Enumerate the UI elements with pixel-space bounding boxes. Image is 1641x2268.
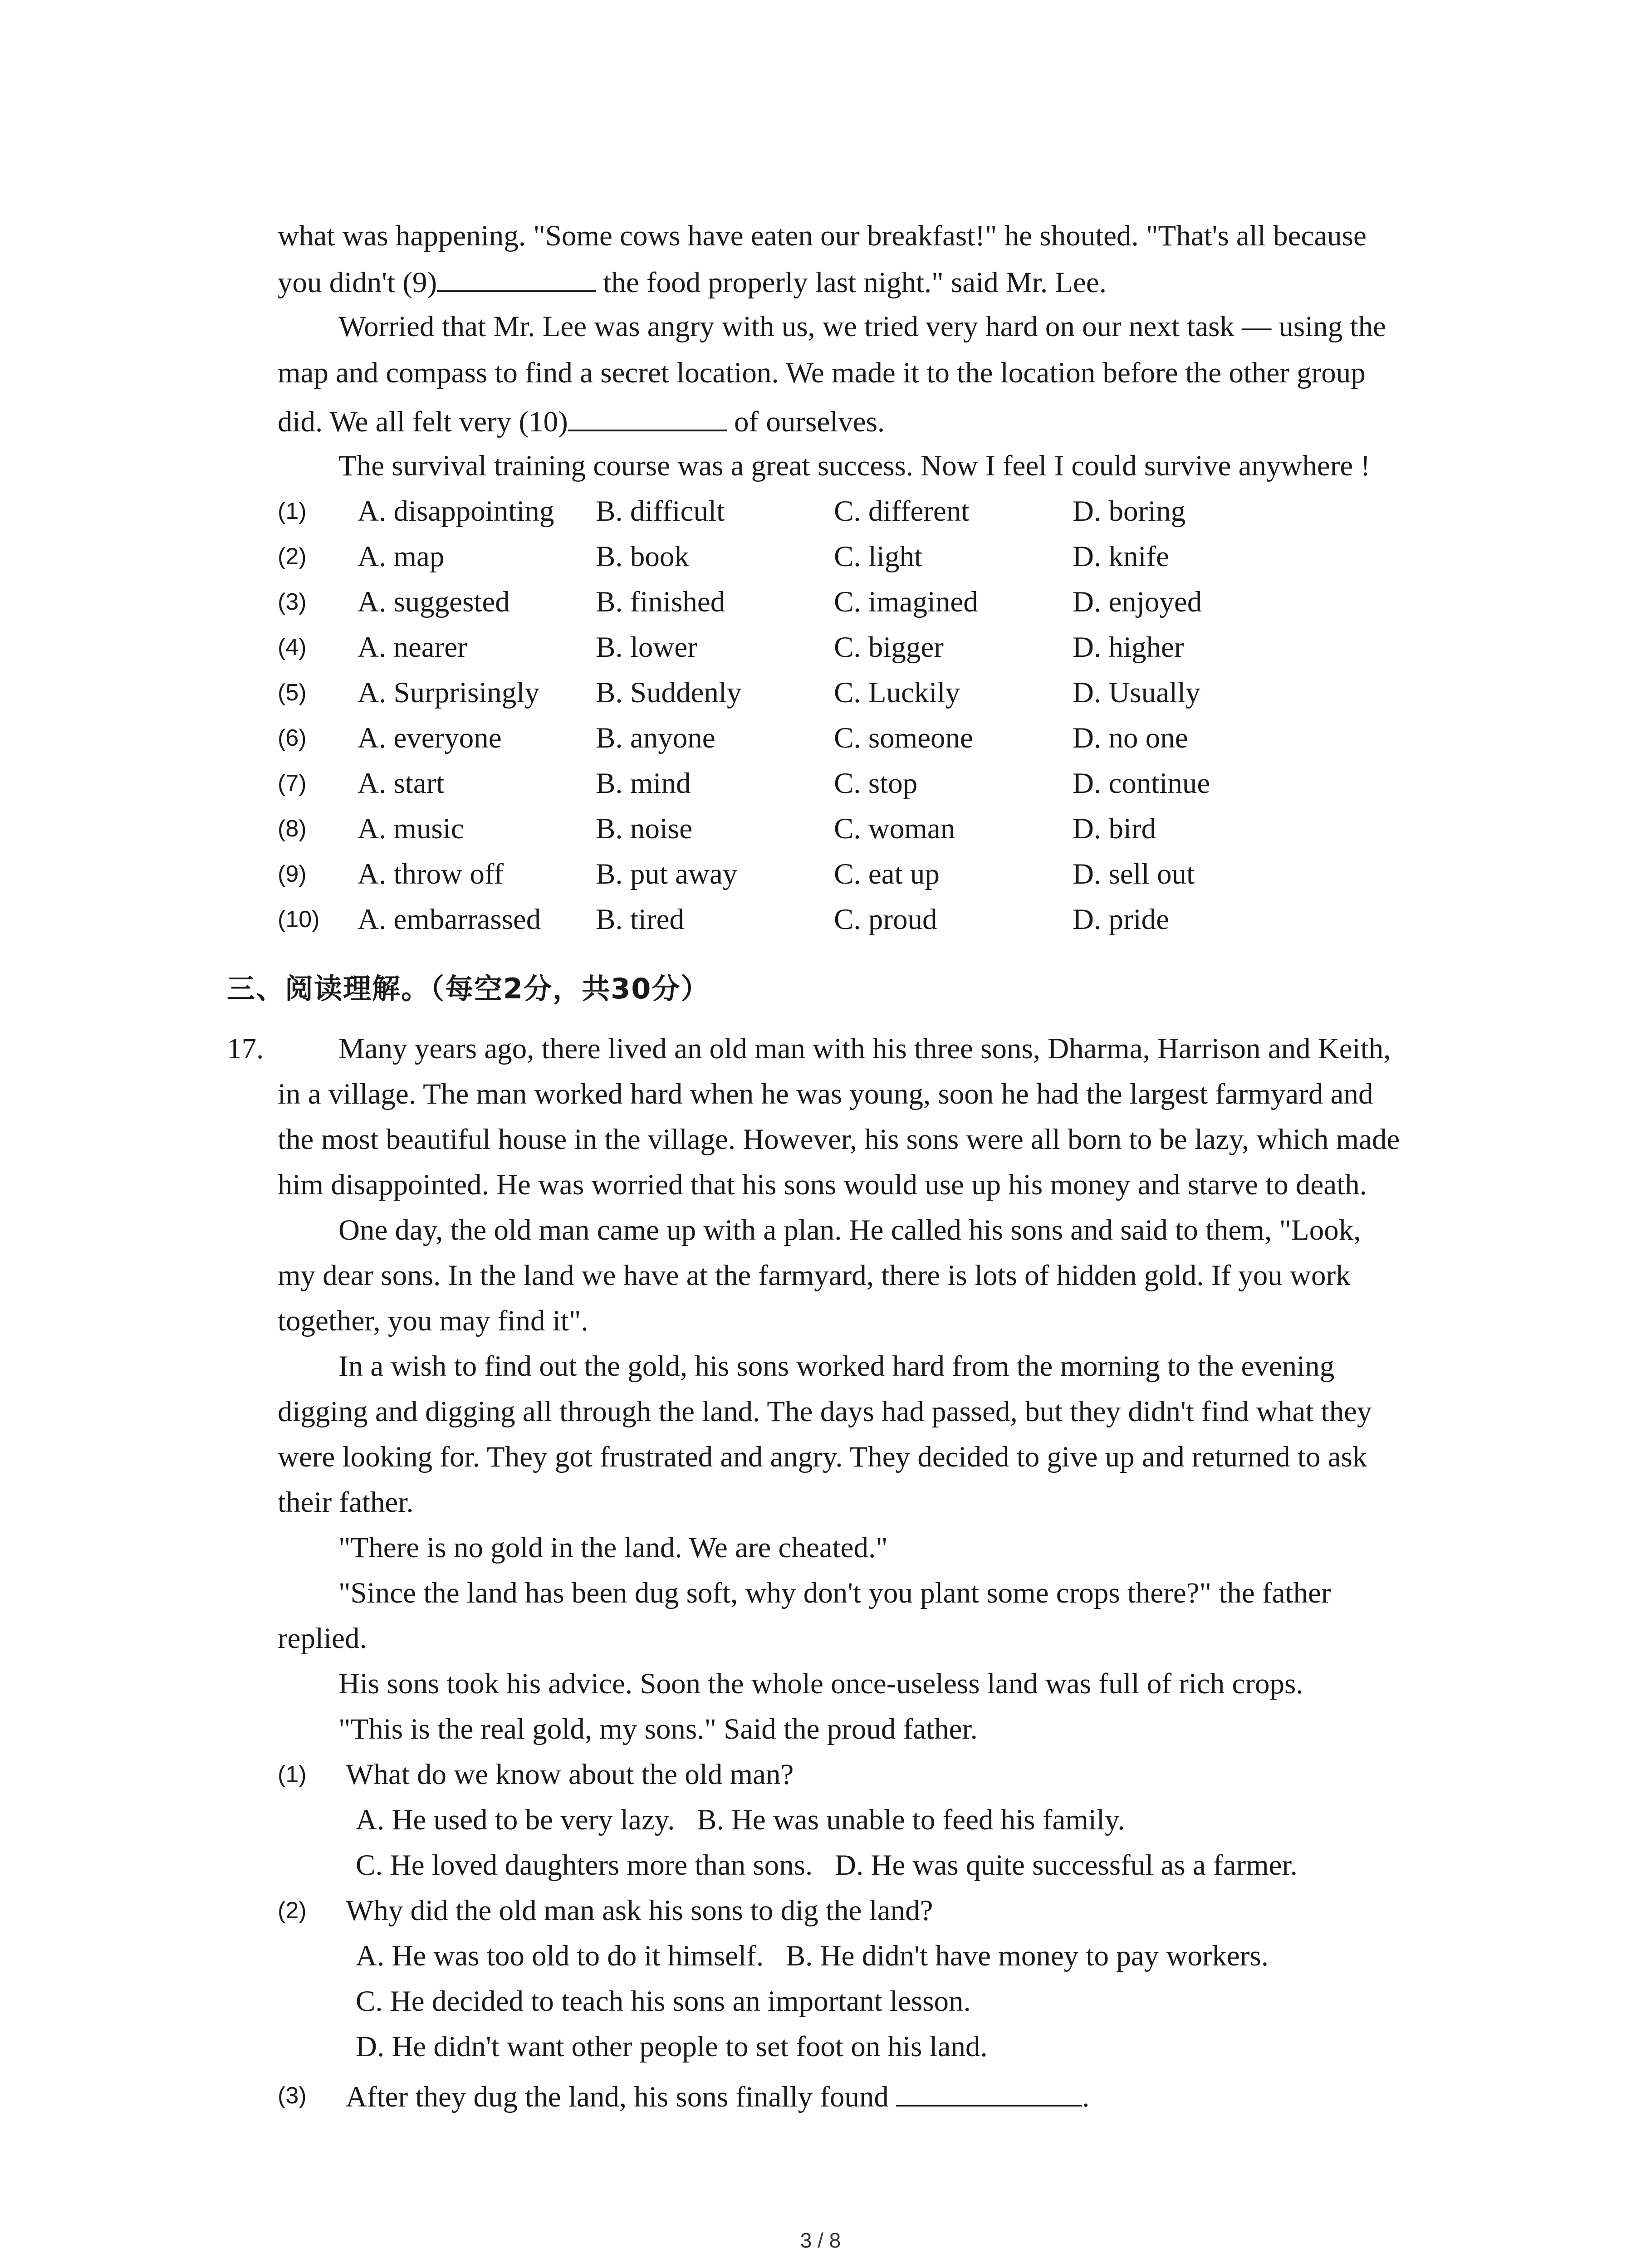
option-a[interactable]: A. everyone bbox=[358, 722, 502, 754]
option-number: (6) bbox=[278, 725, 307, 751]
question-number: 17. bbox=[227, 1032, 264, 1065]
option-number: (8) bbox=[278, 816, 307, 842]
passage-line: him disappointed. He was worried that his sons would use up his money and starve to death. bbox=[278, 1168, 1367, 1201]
subquestion-stem: What do we know about the old man? bbox=[346, 1758, 794, 1791]
subquestion-stem: Why did the old man ask his sons to dig the land? bbox=[346, 1894, 933, 1927]
answer-blank[interactable] bbox=[896, 2073, 1082, 2107]
answer-option-line[interactable]: A. He used to be very lazy. B. He was unable to feed his family. bbox=[356, 1804, 1125, 1836]
option-b[interactable]: B. lower bbox=[596, 631, 697, 664]
passage-line: "There is no gold in the land. We are cheated." bbox=[338, 1531, 888, 1564]
option-number: (10) bbox=[278, 906, 320, 933]
option-number: (4) bbox=[278, 634, 307, 660]
passage-line: in a village. The man worked hard when he was young, soon he had the largest farmyard and bbox=[278, 1078, 1373, 1110]
option-c[interactable]: C. different bbox=[834, 495, 970, 528]
passage-line: His sons took his advice. Soon the whole once-useless land was full of rich crops. bbox=[338, 1667, 1303, 1700]
option-a[interactable]: A. Surprisingly bbox=[358, 676, 539, 709]
passage-line: Worried that Mr. Lee was angry with us, we tried very hard on our next task — using the bbox=[338, 310, 1386, 343]
passage-line: what was happening. "Some cows have eaten our breakfast!" he shouted. "That's all because bbox=[278, 220, 1367, 252]
passage-line: my dear sons. In the land we have at the farmyard, there is lots of hidden gold. If you work bbox=[278, 1259, 1351, 1292]
option-d[interactable]: D. enjoyed bbox=[1073, 586, 1202, 618]
option-c[interactable]: C. proud bbox=[834, 903, 937, 936]
passage-line: you didn't (9) the food properly last night." said Mr. Lee. bbox=[278, 259, 1457, 305]
answer-option-line[interactable]: A. He was too old to do it himself. B. He didn't have money to pay workers. bbox=[356, 1940, 1269, 1972]
option-c[interactable]: C. imagined bbox=[834, 586, 978, 618]
option-a[interactable]: A. nearer bbox=[358, 631, 467, 664]
option-c[interactable]: C. woman bbox=[834, 812, 955, 845]
subquestion-number: (1) bbox=[278, 1761, 307, 1788]
passage-line: map and compass to find a secret location. We made it to the location before the other group bbox=[278, 357, 1366, 389]
option-a[interactable]: A. music bbox=[358, 812, 464, 845]
passage-line: One day, the old man came up with a plan. He called his sons and said to them, "Look, bbox=[338, 1214, 1361, 1246]
option-b[interactable]: B. difficult bbox=[596, 495, 725, 528]
subquestion-stem: After they dug the land, his sons finally found . bbox=[346, 2073, 1525, 2120]
answer-blank-10[interactable] bbox=[568, 398, 727, 431]
option-a[interactable]: A. start bbox=[358, 767, 445, 800]
option-d[interactable]: D. no one bbox=[1073, 722, 1188, 754]
option-number: (3) bbox=[278, 589, 307, 615]
option-number: (2) bbox=[278, 543, 307, 570]
option-b[interactable]: B. mind bbox=[596, 767, 691, 800]
passage-line: replied. bbox=[278, 1622, 367, 1655]
option-b[interactable]: B. anyone bbox=[596, 722, 715, 754]
passage-line: did. We all felt very (10) of ourselves. bbox=[278, 398, 1457, 445]
subquestion-number: (2) bbox=[278, 1897, 307, 1924]
option-b[interactable]: B. book bbox=[596, 540, 689, 573]
option-d[interactable]: D. pride bbox=[1073, 903, 1169, 936]
option-c[interactable]: C. bigger bbox=[834, 631, 944, 664]
option-a[interactable]: A. disappointing bbox=[358, 495, 554, 528]
passage-line: The survival training course was a great success. Now I feel I could survive anywhere ! bbox=[338, 450, 1371, 482]
option-number: (5) bbox=[278, 679, 307, 706]
passage-line: together, you may find it". bbox=[278, 1305, 588, 1337]
option-d[interactable]: D. bird bbox=[1073, 812, 1156, 845]
option-b[interactable]: B. Suddenly bbox=[596, 676, 742, 709]
passage-line: the most beautiful house in the village. However, his sons were all born to be lazy, which made bbox=[278, 1123, 1400, 1156]
section-heading: 三、阅读理解。（每空2分，共30分） bbox=[227, 972, 710, 1005]
passage-line: digging and digging all through the land. The days had passed, but they didn't find what they bbox=[278, 1395, 1372, 1428]
answer-option-line[interactable]: C. He decided to teach his sons an important lesson. bbox=[356, 1985, 971, 2018]
answer-option-line[interactable]: C. He loved daughters more than sons. D. He was quite successful as a farmer. bbox=[356, 1849, 1298, 1882]
option-c[interactable]: C. light bbox=[834, 540, 923, 573]
option-d[interactable]: D. continue bbox=[1073, 767, 1210, 800]
passage-line: Many years ago, there lived an old man with his three sons, Dharma, Harrison and Keith, bbox=[338, 1032, 1391, 1065]
passage-line: In a wish to find out the gold, his sons worked hard from the morning to the evening bbox=[338, 1350, 1335, 1383]
answer-blank-9[interactable] bbox=[437, 259, 596, 292]
option-b[interactable]: B. finished bbox=[596, 586, 725, 618]
option-b[interactable]: B. put away bbox=[596, 858, 738, 890]
option-c[interactable]: C. eat up bbox=[834, 858, 940, 890]
option-a[interactable]: A. throw off bbox=[358, 858, 504, 890]
option-a[interactable]: A. suggested bbox=[358, 586, 510, 618]
option-c[interactable]: C. stop bbox=[834, 767, 918, 800]
option-number: (9) bbox=[278, 861, 307, 887]
passage-line: "This is the real gold, my sons." Said the proud father. bbox=[338, 1713, 978, 1745]
option-d[interactable]: D. higher bbox=[1073, 631, 1184, 664]
option-number: (1) bbox=[278, 498, 307, 524]
option-c[interactable]: C. Luckily bbox=[834, 676, 960, 709]
option-a[interactable]: A. embarrassed bbox=[358, 903, 541, 936]
option-c[interactable]: C. someone bbox=[834, 722, 973, 754]
option-d[interactable]: D. knife bbox=[1073, 540, 1169, 573]
option-d[interactable]: D. sell out bbox=[1073, 858, 1195, 890]
passage-line: their father. bbox=[278, 1486, 414, 1519]
option-d[interactable]: D. boring bbox=[1073, 495, 1186, 528]
passage-line: "Since the land has been dug soft, why don't you plant some crops there?" the father bbox=[338, 1577, 1331, 1609]
option-number: (7) bbox=[278, 770, 307, 797]
option-a[interactable]: A. map bbox=[358, 540, 445, 573]
subquestion-number: (3) bbox=[278, 2082, 307, 2109]
option-b[interactable]: B. tired bbox=[596, 903, 684, 936]
passage-line: were looking for. They got frustrated and angry. They decided to give up and returned to ask bbox=[278, 1441, 1367, 1473]
option-b[interactable]: B. noise bbox=[596, 812, 693, 845]
page-number: 3 / 8 bbox=[800, 2229, 841, 2252]
answer-option-line[interactable]: D. He didn't want other people to set foot on his land. bbox=[356, 2030, 988, 2063]
option-d[interactable]: D. Usually bbox=[1073, 676, 1200, 709]
